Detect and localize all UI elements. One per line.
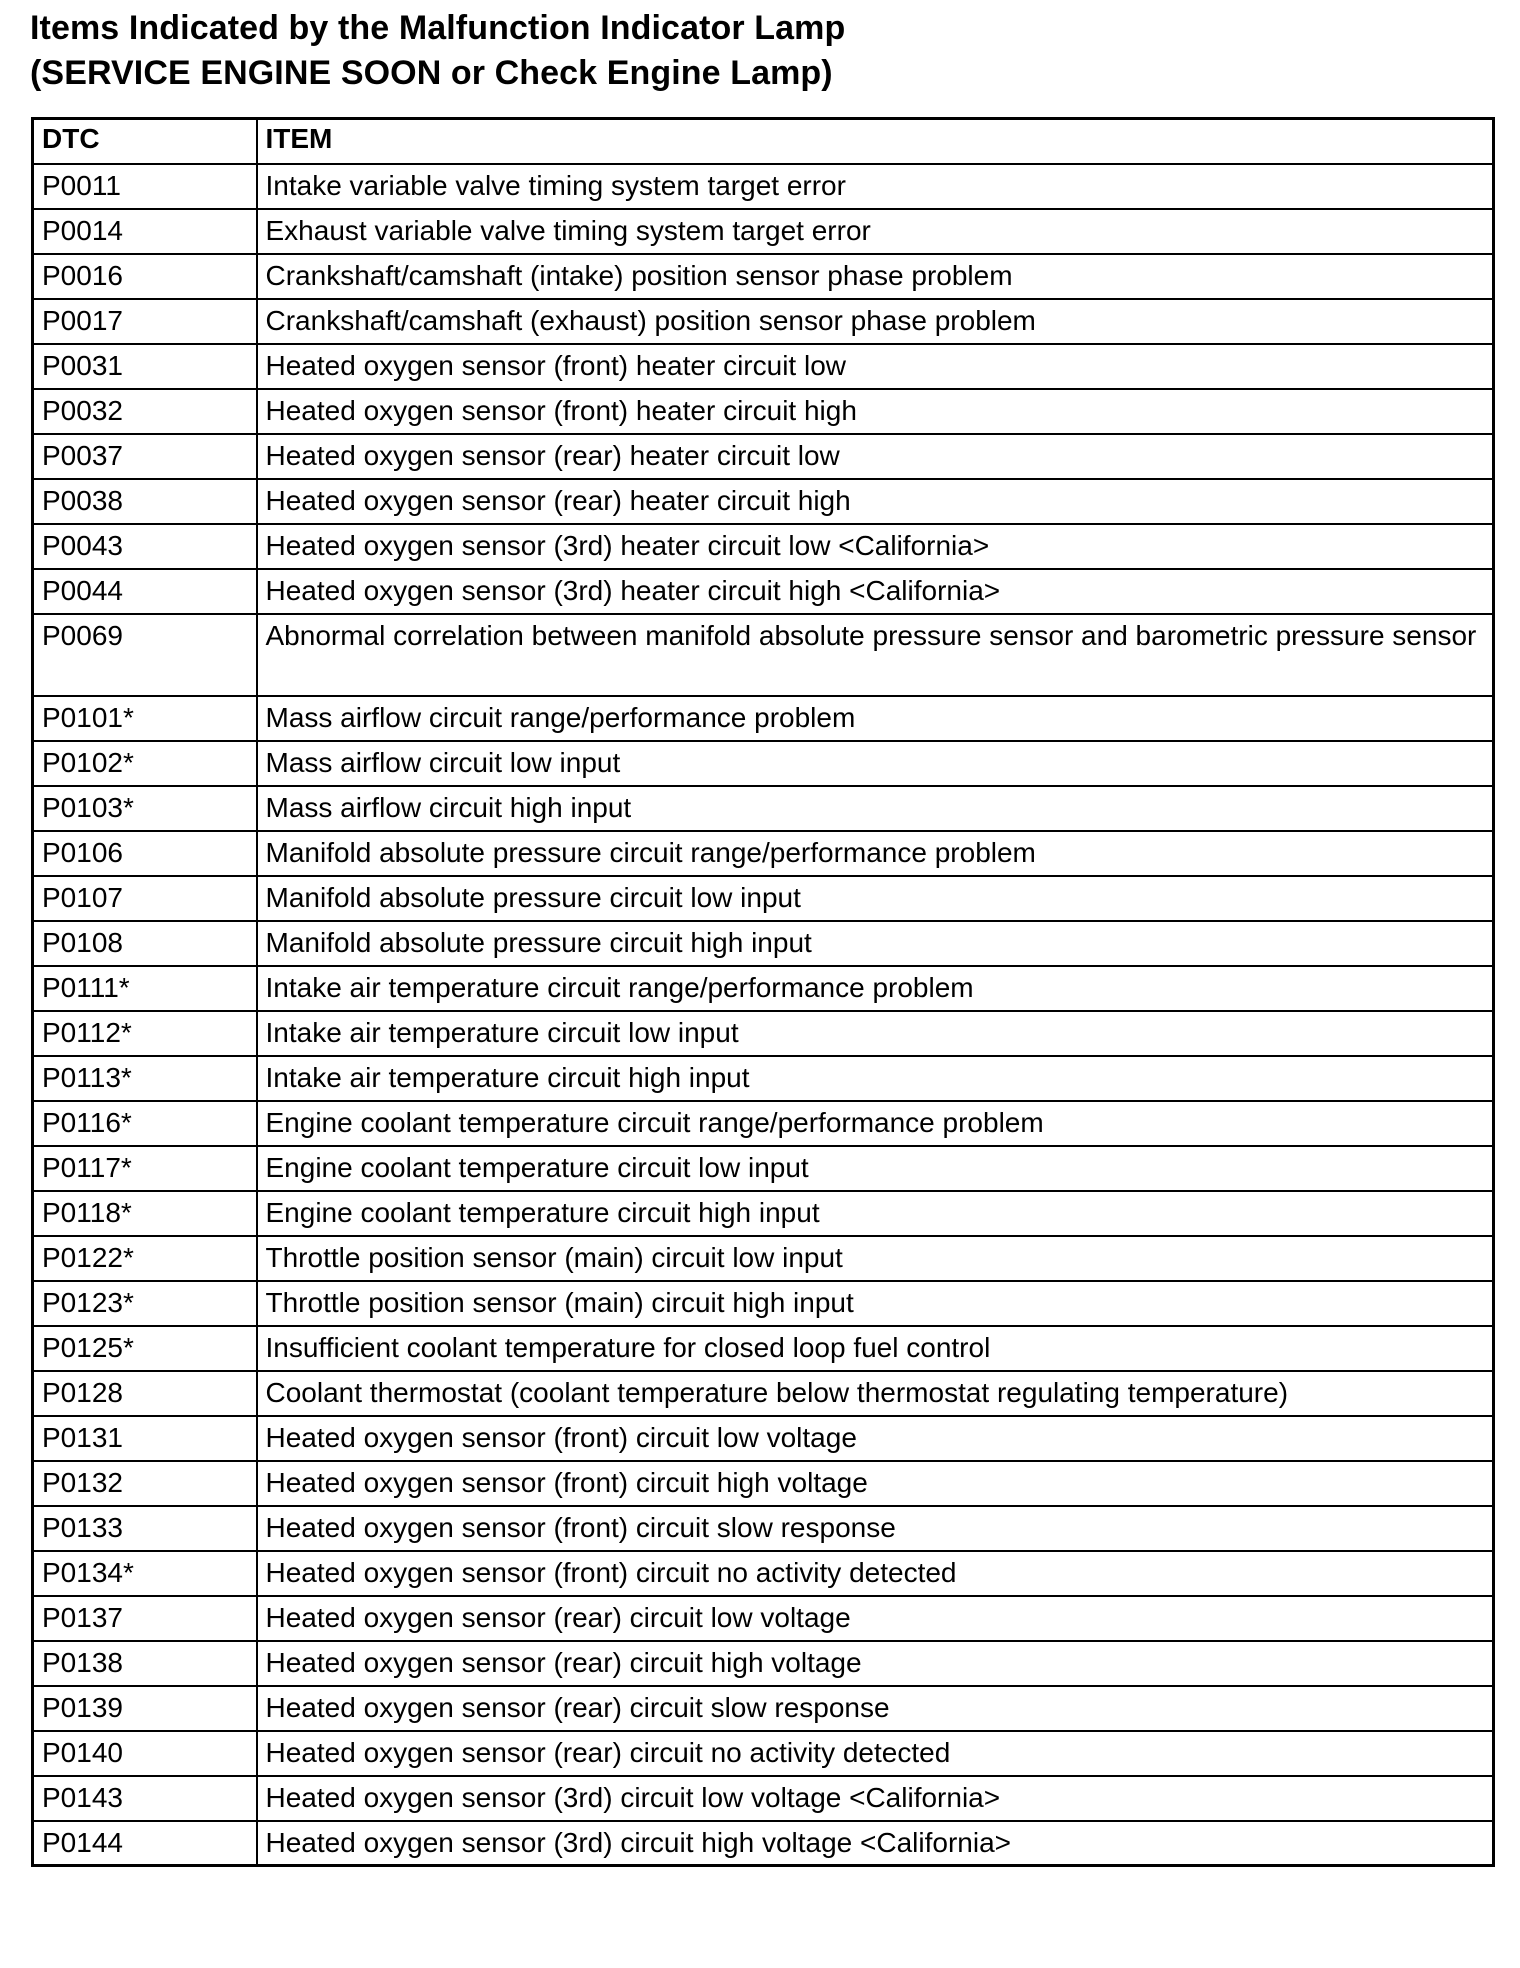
- dtc-item-cell: Manifold absolute pressure circuit high input: [257, 921, 1494, 966]
- dtc-code-cell: P0137: [33, 1596, 257, 1641]
- column-header-dtc: DTC: [33, 119, 257, 164]
- dtc-code-cell: P0111*: [33, 966, 257, 1011]
- table-row: [33, 1011, 1494, 1056]
- dtc-item-cell: Intake variable valve timing system target error: [257, 164, 1494, 209]
- dtc-code-cell: P0031: [33, 344, 257, 389]
- table-row: [33, 831, 1494, 876]
- dtc-item-cell: Heated oxygen sensor (3rd) circuit high voltage <California>: [257, 1821, 1494, 1866]
- dtc-code-cell: P0016: [33, 254, 257, 299]
- dtc-item-cell: Heated oxygen sensor (front) circuit no activity detected: [257, 1551, 1494, 1596]
- table-row: [33, 1236, 1494, 1281]
- table-row: [33, 209, 1494, 254]
- dtc-code-cell: P0125*: [33, 1326, 257, 1371]
- document: [30, 6, 1490, 96]
- dtc-code-cell: P0101*: [33, 696, 257, 741]
- dtc-item-cell: Throttle position sensor (main) circuit low input: [257, 1236, 1494, 1281]
- dtc-item-cell: Heated oxygen sensor (front) circuit slow response: [257, 1506, 1494, 1551]
- dtc-item-cell: Heated oxygen sensor (rear) heater circuit high: [257, 479, 1494, 524]
- dtc-code-cell: P0139: [33, 1686, 257, 1731]
- dtc-item-cell: Crankshaft/camshaft (exhaust) position sensor phase problem: [257, 299, 1494, 344]
- dtc-item-cell: Heated oxygen sensor (rear) circuit slow response: [257, 1686, 1494, 1731]
- dtc-item-cell: Heated oxygen sensor (front) circuit low voltage: [257, 1416, 1494, 1461]
- dtc-item-cell: Mass airflow circuit low input: [257, 741, 1494, 786]
- dtc-code-cell: P0144: [33, 1821, 257, 1866]
- table-row: [33, 524, 1494, 569]
- table-row: [33, 1686, 1494, 1731]
- dtc-table: [31, 117, 1495, 1867]
- dtc-code-cell: P0017: [33, 299, 257, 344]
- dtc-item-cell: Coolant thermostat (coolant temperature below thermostat regulating temperature): [257, 1371, 1494, 1416]
- dtc-code-cell: P0107: [33, 876, 257, 921]
- dtc-item-cell: Exhaust variable valve timing system target error: [257, 209, 1494, 254]
- table-row: [33, 1596, 1494, 1641]
- table-row: [33, 479, 1494, 524]
- dtc-item-cell: Heated oxygen sensor (3rd) circuit low voltage <California>: [257, 1776, 1494, 1821]
- dtc-item-cell: Engine coolant temperature circuit high input: [257, 1191, 1494, 1236]
- table-row: [33, 1056, 1494, 1101]
- table-row: [33, 614, 1494, 696]
- dtc-code-cell: P0128: [33, 1371, 257, 1416]
- dtc-item-cell: Heated oxygen sensor (front) circuit high voltage: [257, 1461, 1494, 1506]
- title-line-2: (SERVICE ENGINE SOON or Check Engine Lamp): [30, 54, 833, 92]
- dtc-code-cell: P0132: [33, 1461, 257, 1506]
- dtc-item-cell: Insufficient coolant temperature for closed loop fuel control: [257, 1326, 1494, 1371]
- dtc-item-cell: Heated oxygen sensor (rear) circuit low voltage: [257, 1596, 1494, 1641]
- dtc-item-cell: Intake air temperature circuit range/performance problem: [257, 966, 1494, 1011]
- table-row: [33, 1326, 1494, 1371]
- table-header-row: [33, 119, 1494, 164]
- table-row: [33, 1641, 1494, 1686]
- dtc-item-cell: Heated oxygen sensor (3rd) heater circuit high <California>: [257, 569, 1494, 614]
- table-row: [33, 164, 1494, 209]
- dtc-code-cell: P0143: [33, 1776, 257, 1821]
- table-row: [33, 254, 1494, 299]
- dtc-item-cell: Abnormal correlation between manifold absolute pressure sensor and barometric pressure sensor: [257, 614, 1494, 696]
- dtc-code-cell: P0103*: [33, 786, 257, 831]
- table-row: [33, 1191, 1494, 1236]
- dtc-code-cell: P0108: [33, 921, 257, 966]
- dtc-code-cell: P0133: [33, 1506, 257, 1551]
- table-body: [33, 164, 1494, 1866]
- table-row: [33, 1776, 1494, 1821]
- table-row: [33, 696, 1494, 741]
- dtc-code-cell: P0038: [33, 479, 257, 524]
- dtc-item-cell: Heated oxygen sensor (front) heater circuit high: [257, 389, 1494, 434]
- dtc-code-cell: P0117*: [33, 1146, 257, 1191]
- table-row: [33, 966, 1494, 1011]
- table-row: [33, 1146, 1494, 1191]
- dtc-code-cell: P0123*: [33, 1281, 257, 1326]
- column-header-item: ITEM: [257, 119, 1494, 164]
- dtc-code-cell: P0069: [33, 614, 257, 696]
- dtc-code-cell: P0116*: [33, 1101, 257, 1146]
- dtc-code-cell: P0011: [33, 164, 257, 209]
- table-row: [33, 1506, 1494, 1551]
- dtc-code-cell: P0118*: [33, 1191, 257, 1236]
- dtc-item-cell: Throttle position sensor (main) circuit high input: [257, 1281, 1494, 1326]
- dtc-item-cell: Heated oxygen sensor (rear) circuit no activity detected: [257, 1731, 1494, 1776]
- dtc-item-cell: Crankshaft/camshaft (intake) position sensor phase problem: [257, 254, 1494, 299]
- dtc-code-cell: P0043: [33, 524, 257, 569]
- table-row: [33, 741, 1494, 786]
- dtc-item-cell: Engine coolant temperature circuit low input: [257, 1146, 1494, 1191]
- title-line-1: Items Indicated by the Malfunction Indicator Lamp: [30, 9, 846, 47]
- table-row: [33, 1551, 1494, 1596]
- dtc-code-cell: P0138: [33, 1641, 257, 1686]
- table-row: [33, 786, 1494, 831]
- page-title: [30, 6, 1490, 96]
- table-row: [33, 876, 1494, 921]
- dtc-item-cell: Intake air temperature circuit high input: [257, 1056, 1494, 1101]
- dtc-item-cell: Heated oxygen sensor (rear) heater circuit low: [257, 434, 1494, 479]
- dtc-code-cell: P0122*: [33, 1236, 257, 1281]
- table-row: [33, 1101, 1494, 1146]
- dtc-code-cell: P0014: [33, 209, 257, 254]
- table-row: [33, 1281, 1494, 1326]
- dtc-item-cell: Manifold absolute pressure circuit range/performance problem: [257, 831, 1494, 876]
- dtc-item-cell: Intake air temperature circuit low input: [257, 1011, 1494, 1056]
- table-row: [33, 389, 1494, 434]
- dtc-item-cell: Manifold absolute pressure circuit low input: [257, 876, 1494, 921]
- table-row: [33, 1461, 1494, 1506]
- dtc-code-cell: P0131: [33, 1416, 257, 1461]
- table-row: [33, 1731, 1494, 1776]
- dtc-code-cell: P0113*: [33, 1056, 257, 1101]
- table-row: [33, 344, 1494, 389]
- table-row: [33, 921, 1494, 966]
- table-row: [33, 569, 1494, 614]
- dtc-code-cell: P0112*: [33, 1011, 257, 1056]
- dtc-item-cell: Engine coolant temperature circuit range/performance problem: [257, 1101, 1494, 1146]
- table-row: [33, 299, 1494, 344]
- dtc-code-cell: P0037: [33, 434, 257, 479]
- dtc-code-cell: P0044: [33, 569, 257, 614]
- dtc-item-cell: Mass airflow circuit range/performance problem: [257, 696, 1494, 741]
- dtc-code-cell: P0032: [33, 389, 257, 434]
- dtc-code-cell: P0106: [33, 831, 257, 876]
- table-row: [33, 1821, 1494, 1866]
- table-row: [33, 434, 1494, 479]
- dtc-item-cell: Mass airflow circuit high input: [257, 786, 1494, 831]
- dtc-code-cell: P0140: [33, 1731, 257, 1776]
- table-row: [33, 1371, 1494, 1416]
- dtc-code-cell: P0102*: [33, 741, 257, 786]
- table-row: [33, 1416, 1494, 1461]
- dtc-item-cell: Heated oxygen sensor (rear) circuit high voltage: [257, 1641, 1494, 1686]
- dtc-code-cell: P0134*: [33, 1551, 257, 1596]
- dtc-item-cell: Heated oxygen sensor (3rd) heater circuit low <California>: [257, 524, 1494, 569]
- dtc-item-cell: Heated oxygen sensor (front) heater circuit low: [257, 344, 1494, 389]
